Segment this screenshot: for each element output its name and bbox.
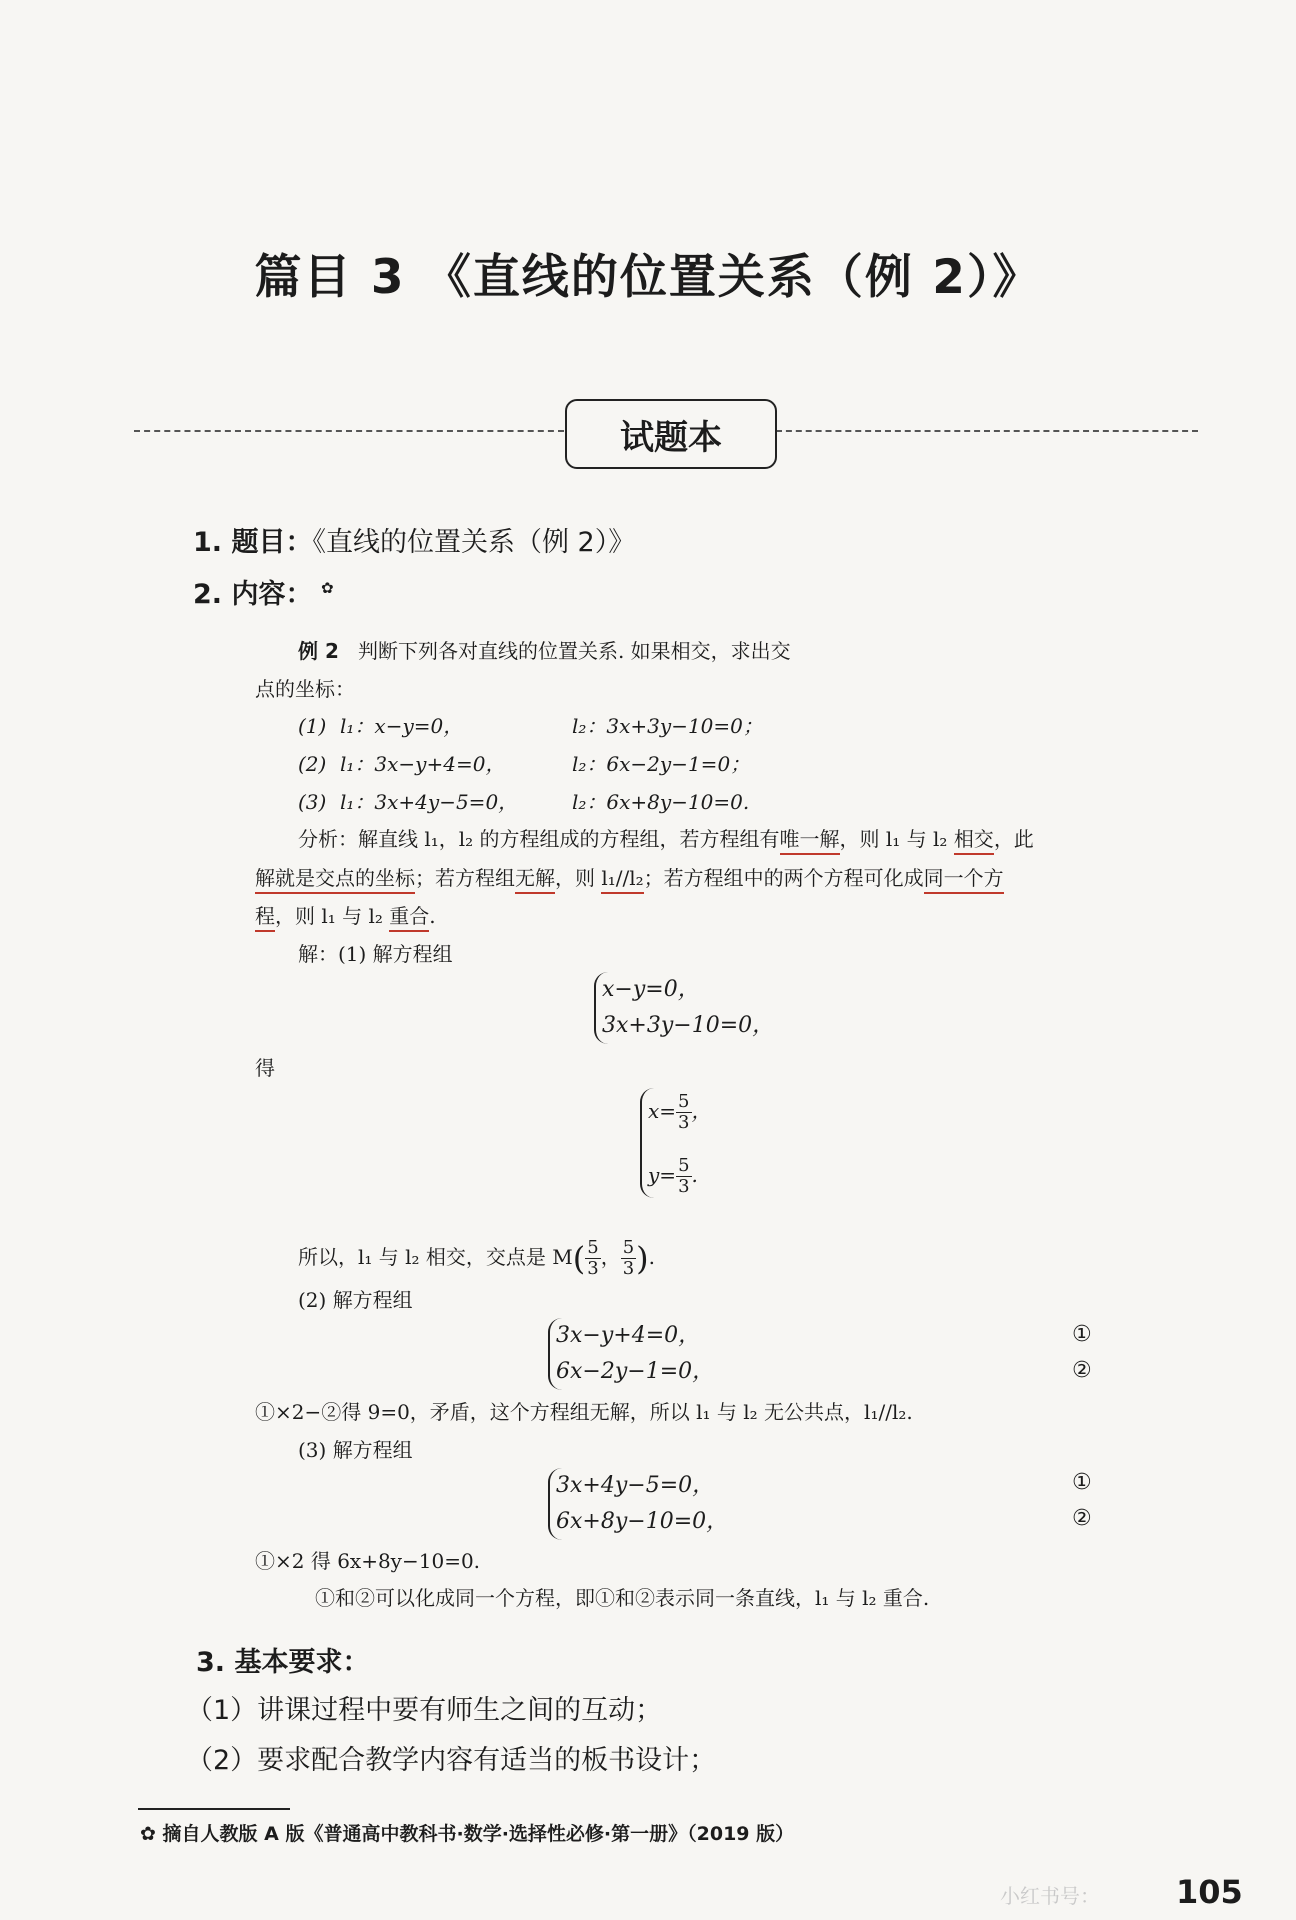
pair-1-l1: l₁：x−y=0， bbox=[340, 714, 464, 738]
analysis-text: ；若方程组中的两个方程可化成 bbox=[643, 866, 924, 890]
pair-2-l1: l₁：3x−y+4=0， bbox=[340, 752, 506, 776]
pair-1-num: (1) bbox=[298, 714, 327, 738]
analysis-line-1 bbox=[298, 829, 1034, 849]
solution-1-intro: 解：(1) 解方程组 bbox=[298, 942, 453, 966]
section-1-value: 《直线的位置关系（例 2）》 bbox=[312, 527, 636, 558]
requirement-2: （2）要求配合教学内容有适当的板书设计； bbox=[186, 1745, 717, 1776]
footnote-text: 摘自人教版 A 版《普通高中教科书·数学·选择性必修·第一册》（2019 版） bbox=[162, 1823, 795, 1845]
section-3 bbox=[196, 1640, 369, 1679]
conclusion-1-end: . bbox=[648, 1245, 655, 1269]
analysis-underline: 重合 bbox=[389, 904, 429, 932]
analysis-underline: 程 bbox=[255, 904, 275, 932]
watermark: 小红书号： bbox=[1000, 1884, 1100, 1908]
pair-3-num: (3) bbox=[298, 790, 327, 814]
conclusion-3a: ①×2 得 6x+8y−10=0. bbox=[255, 1549, 481, 1573]
analysis-line-3 bbox=[255, 906, 436, 926]
analysis-line-2 bbox=[255, 868, 1004, 888]
footnote-star-icon: ✿ bbox=[321, 579, 334, 597]
solution-3-intro: (3) 解方程组 bbox=[298, 1438, 413, 1462]
system-2-eq-2: 6x−2y−1=0， bbox=[556, 1359, 715, 1384]
example-question-line-1: 判断下列各对直线的位置关系. 如果相交，求出交 bbox=[357, 639, 791, 663]
system-2-eq-1: 3x−y+4=0， bbox=[556, 1323, 701, 1348]
result-system-1 bbox=[640, 1088, 712, 1198]
section-2 bbox=[193, 572, 334, 611]
footnote bbox=[140, 1819, 794, 1846]
conclusion-2: ①×2−②得 9=0，矛盾，这个方程组无解，所以 l₁ 与 l₂ 无公共点，l₁//l₂. bbox=[255, 1400, 913, 1424]
analysis-text: . bbox=[429, 904, 436, 928]
result-y-label: y= bbox=[648, 1163, 677, 1187]
footnote-star-icon: ✿ bbox=[140, 1823, 156, 1845]
eq-marker-2: ② bbox=[1072, 1358, 1092, 1383]
section-3-label: 3. 基本要求： bbox=[196, 1647, 370, 1678]
system-3-eq-1: 3x+4y−5=0， bbox=[556, 1473, 715, 1498]
pair-3-l1: l₁：3x+4y−5=0， bbox=[340, 790, 519, 814]
analysis-underline: 同一个方 bbox=[924, 866, 1004, 894]
pair-2-num: (2) bbox=[298, 752, 327, 776]
conclusion-1: 所以，l₁ 与 l₂ 相交，交点是 M( $\frac{5}{3}$ ， $\frac{5}{3}$ ). bbox=[298, 1237, 655, 1279]
analysis-underline: 无解 bbox=[515, 866, 555, 894]
analysis-underline: 唯一解 bbox=[780, 827, 840, 855]
solution-2-intro: (2) 解方程组 bbox=[298, 1288, 413, 1312]
result-x bbox=[648, 1088, 712, 1134]
result-y bbox=[648, 1152, 712, 1198]
analysis-underline: l₁//l₂ bbox=[601, 866, 643, 894]
result-x-den: 3 bbox=[678, 1112, 690, 1133]
system-3 bbox=[548, 1468, 728, 1540]
point-y-num: 5 bbox=[622, 1237, 635, 1258]
result-de: 得 bbox=[255, 1056, 275, 1080]
pair-2-l2: l₂：6x−2y−1=0； bbox=[572, 752, 751, 776]
conclusion-1-text: 所以，l₁ 与 l₂ 相交，交点是 M bbox=[298, 1245, 573, 1269]
eq-marker-2: ② bbox=[1072, 1506, 1092, 1531]
dashed-rule-left bbox=[134, 430, 564, 432]
point-x-den: 3 bbox=[587, 1258, 599, 1279]
point-x-num: 5 bbox=[587, 1237, 599, 1258]
point-sep: ， bbox=[600, 1245, 621, 1269]
system-3-eq-2: 6x+8y−10=0， bbox=[556, 1509, 729, 1534]
page-title: 篇目 3 《直线的位置关系（例 2）》 bbox=[254, 250, 1042, 305]
analysis-text: ，则 l₁ 与 l₂ bbox=[839, 827, 954, 851]
eq-marker-1: ① bbox=[1072, 1322, 1092, 1347]
analysis-text: ，则 l₁ 与 l₂ bbox=[275, 904, 390, 928]
system-1-eq-1: x−y=0， bbox=[602, 977, 700, 1002]
eq-marker-1: ① bbox=[1072, 1470, 1092, 1495]
analysis-underline: 解就是交点的坐标 bbox=[255, 866, 415, 894]
system-1 bbox=[594, 972, 774, 1044]
result-y-end: . bbox=[691, 1163, 698, 1187]
analysis-text: ，则 bbox=[555, 866, 602, 890]
result-y-den: 3 bbox=[678, 1176, 690, 1197]
section-1-label: 1. 题目： bbox=[193, 527, 313, 558]
section-2-label: 2. 内容： bbox=[193, 579, 313, 610]
section-box-label: 试题本 bbox=[565, 399, 777, 469]
conclusion-3b: ①和②可以化成同一个方程，即①和②表示同一条直线，l₁ 与 l₂ 重合. bbox=[315, 1586, 930, 1610]
section-1 bbox=[193, 520, 635, 559]
pair-3-l2: l₂：6x+8y−10=0. bbox=[572, 790, 750, 814]
result-y-num: 5 bbox=[678, 1155, 690, 1176]
analysis-text: 分析：解直线 l₁，l₂ 的方程组成的方程组，若方程组有 bbox=[298, 827, 780, 851]
analysis-text: ；若方程组 bbox=[415, 866, 515, 890]
result-x-label: x= bbox=[648, 1099, 677, 1123]
analysis-text: ，此 bbox=[993, 827, 1034, 851]
system-2 bbox=[548, 1318, 714, 1390]
footnote-rule bbox=[138, 1808, 290, 1810]
requirement-1: （1）讲课过程中要有师生之间的互动； bbox=[186, 1695, 663, 1726]
system-1-eq-2: 3x+3y−10=0， bbox=[602, 1013, 775, 1038]
result-x-num: 5 bbox=[678, 1091, 690, 1112]
page-number: 105 bbox=[1176, 1873, 1243, 1911]
example-question bbox=[298, 641, 791, 661]
dashed-rule-right bbox=[776, 430, 1198, 432]
pair-1-l2: l₂：3x+3y−10=0； bbox=[572, 714, 763, 738]
example-question-line-2: 点的坐标： bbox=[255, 677, 355, 701]
analysis-underline: 相交 bbox=[954, 827, 994, 855]
example-heading: 例 2 bbox=[298, 639, 339, 663]
result-x-end: ， bbox=[691, 1099, 712, 1123]
point-y-den: 3 bbox=[622, 1258, 635, 1279]
